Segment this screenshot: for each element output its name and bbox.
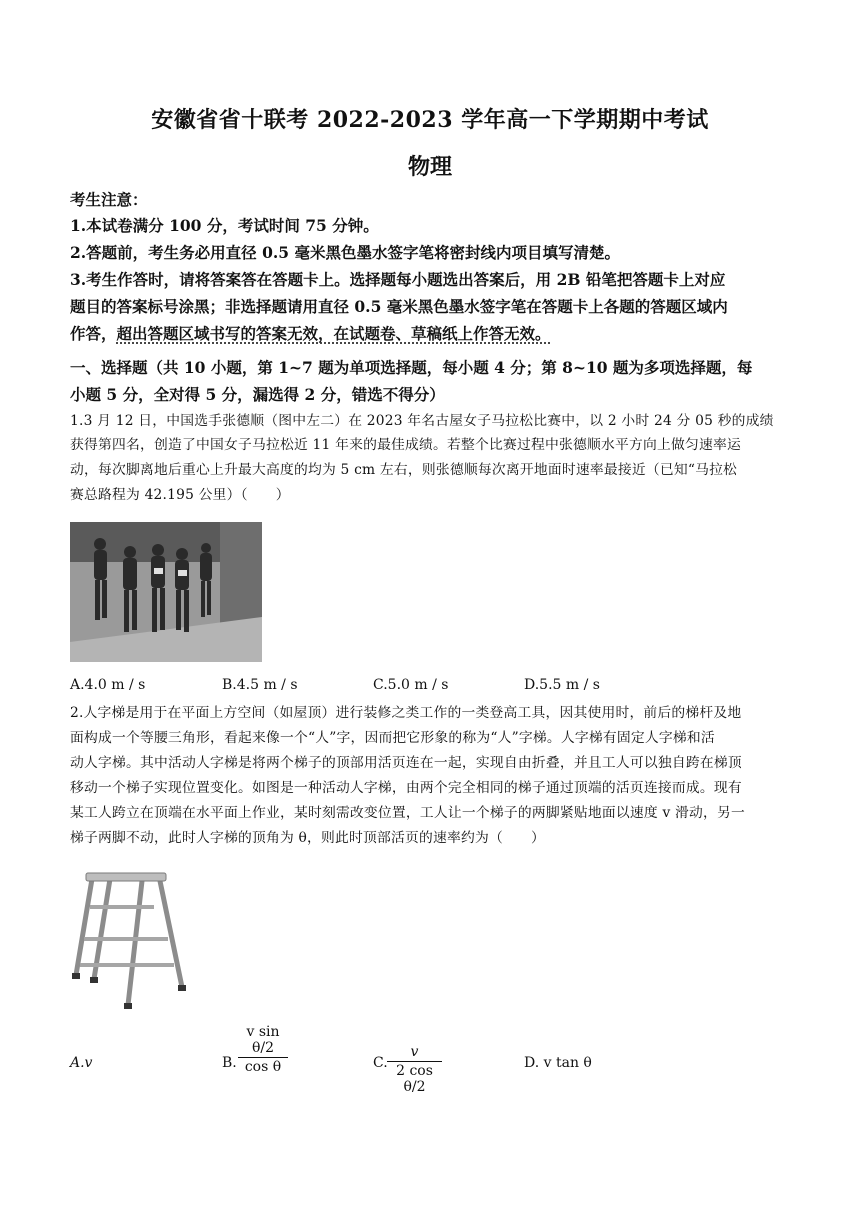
q1-option-a: A.4.0 m / s	[70, 677, 146, 693]
notice-item-3-line-2: 题目的答案标号涂黑；非选择题请用直径 0.5 毫米黑色墨水签字笔在答题卡上各题的答题区域内	[70, 297, 728, 316]
notice-heading: 考生注意：	[70, 190, 148, 209]
q2-option-b-label: B.	[222, 1055, 237, 1071]
marathon-photo	[70, 522, 262, 662]
q2-line-3: 动人字梯。其中活动人字梯是将两个梯子的顶部用活页连在一起，实现自由折叠，并且工人可以独自跨在梯顶	[70, 755, 742, 771]
q2-option-d: D. v tan θ	[524, 1055, 592, 1071]
q2-option-b-denominator: cos θ	[244, 1059, 282, 1075]
notice-item-3-line-3	[70, 320, 792, 347]
q2-option-a: A.v	[70, 1055, 93, 1071]
q2-line-6: 梯子两脚不动，此时人字梯的顶角为 θ，则此时顶部活页的速率约为（ ）	[70, 830, 545, 846]
q2-line-5: 某工人跨立在顶端在水平面上作业，某时刻需改变位置，工人让一个梯子的两脚紧贴地面以速度 v 滑动，另一	[70, 805, 746, 821]
q1-option-b: B.4.5 m / s	[222, 677, 298, 693]
q1-line-2: 获得第四名，创造了中国女子马拉松近 11 年来的最佳成绩。若整个比赛过程中张德顺水平方向上做匀速率运	[70, 437, 741, 453]
q2-option-c-numerator: v	[410, 1044, 419, 1060]
notice-item-2: 2.答题前，考生务必用直径 0.5 毫米黑色墨水签字笔将密封线内项目填写清楚。	[70, 243, 620, 262]
ladder-image	[70, 867, 190, 1017]
q2-option-c-label: C.	[373, 1055, 388, 1071]
fraction-bar	[238, 1057, 288, 1058]
notice-item-3-emphasis: 超出答题区域书写的答案无效，在试题卷、草稿纸上作答无效。	[116, 324, 551, 343]
notice-item-3-line-3-a: 作答，	[70, 324, 117, 343]
q1-line-1: 1.3 月 12 日，中国选手张德顺（图中左二）在 2023 年名古屋女子马拉松比赛中，以 2 小时 24 分 05 秒的成绩	[70, 413, 774, 429]
fraction-bar	[387, 1061, 442, 1062]
q2-line-2: 面构成一个等腰三角形，看起来像一个“人”字，因而把它形象的称为“人”字梯。人字梯有固定人字梯和活	[70, 730, 715, 746]
q1-line-3: 动，每次脚离地后重心上升最大高度的均为 5 cm 左右，则张德顺每次离开地面时速率最接近（已知“马拉松	[70, 462, 738, 478]
q2-option-b-numerator: v sin θ/2	[246, 1024, 280, 1056]
q2-line-1: 2.人字梯是用于在平面上方空间（如屋顶）进行装修之类工作的一类登高工具，因其使用时，前后的梯杆及地	[70, 705, 742, 721]
section-1-line-1: 一、选择题（共 10 小题，第 1~7 题为单项选择题，每小题 4 分；第 8~10 题为多项选择题，每	[70, 358, 753, 377]
q2-option-c-denominator: 2 cos θ/2	[396, 1063, 433, 1095]
notice-item-3-line-1: 3.考生作答时，请将答案答在答题卡上。选择题每小题选出答案后，用 2B 铅笔把答题卡上对应	[70, 270, 726, 289]
q1-line-4: 赛总路程为 42.195 公里）（ ）	[70, 487, 290, 503]
q1-option-c: C.5.0 m / s	[373, 677, 449, 693]
q2-option-c-fraction	[387, 1044, 442, 1095]
q1-option-d: D.5.5 m / s	[524, 677, 600, 693]
notice-item-1: 1.本试卷满分 100 分，考试时间 75 分钟。	[70, 216, 379, 235]
q2-option-b-fraction	[238, 1024, 288, 1075]
exam-title: 安徽省省十联考 2022-2023 学年高一下学期期中考试	[151, 107, 709, 133]
q2-line-4: 移动一个梯子实现位置变化。如图是一种活动人字梯，由两个完全相同的梯子通过顶端的活页连接而成。现有	[70, 780, 742, 796]
section-1-line-2: 小题 5 分，全对得 5 分，漏选得 2 分，错选不得分）	[70, 385, 445, 404]
exam-subject: 物理	[407, 154, 452, 180]
